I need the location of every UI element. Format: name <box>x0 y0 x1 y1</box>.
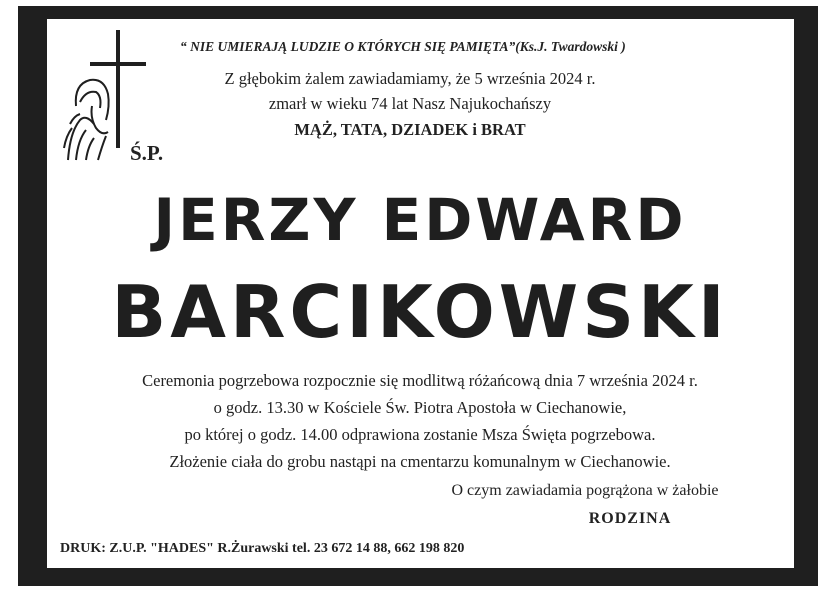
announcement-line-date: Z głębokim żalem zawiadamiamy, że 5 września 2024 r. <box>224 69 596 88</box>
deceased-surname: BARCIKOWSKI <box>111 270 729 354</box>
family-signature: RODZINA <box>588 510 672 527</box>
announcement-relations: MĄŻ, TATA, DZIADEK i BRAT <box>294 120 526 139</box>
deceased-first-names: JERZY EDWARD <box>153 186 687 254</box>
ceremony-line-church: o godz. 13.30 w Kościele Św. Piotra Apostoła w Ciechanowie, <box>213 398 627 417</box>
praying-figure-icon <box>64 80 109 160</box>
closing-line: O czym zawiadamia pogrążona w żałobie <box>451 482 719 499</box>
ceremony-line-rosary: Ceremonia pogrzebowa rozpocznie się modlitwą różańcową dnia 7 września 2024 r. <box>142 371 698 390</box>
ceremony-line-mass: po której o godz. 14.00 odprawiona zostanie Msza Święta pogrzebowa. <box>184 425 656 444</box>
sp-label: Ś.P. <box>130 141 164 165</box>
printer-info: DRUK: Z.U.P. "HADES" R.Żurawski tel. 23 672 14 88, 662 198 820 <box>60 541 465 556</box>
memorial-quote: “ NIE UMIERAJĄ LUDZIE O KTÓRYCH SIĘ PAMIĘTA”(Ks.J. Twardowski ) <box>180 39 626 54</box>
announcement-line-age: zmarł w wieku 74 lat Nasz Najukochańszy <box>268 94 552 113</box>
ceremony-line-burial: Złożenie ciała do grobu nastąpi na cmentarzu komunalnym w Ciechanowie. <box>169 452 671 471</box>
